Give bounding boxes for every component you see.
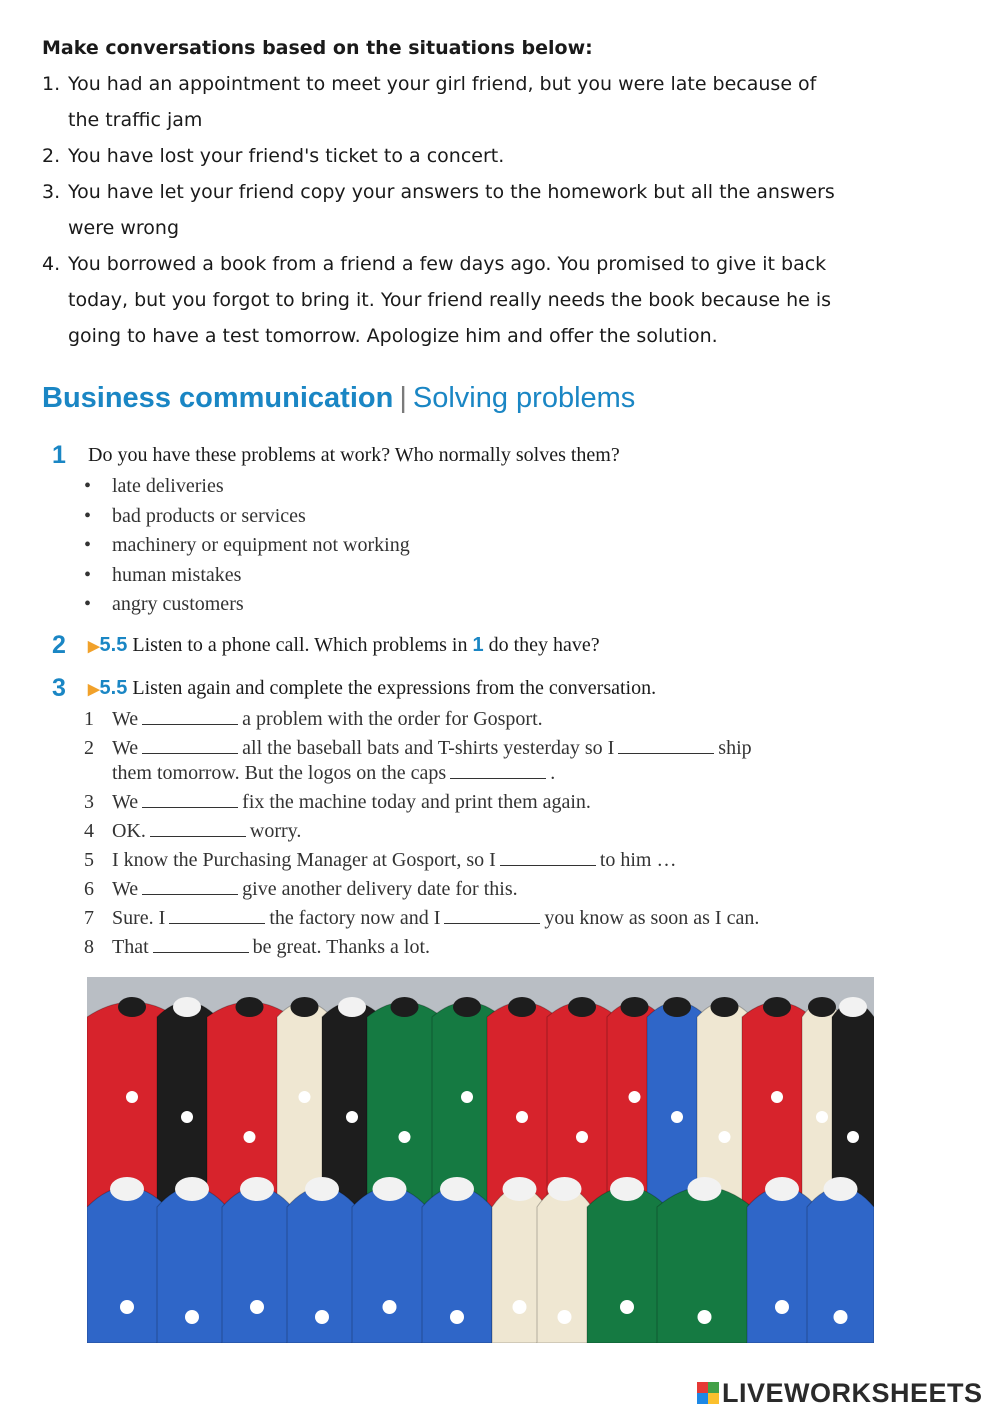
cap-button — [839, 997, 867, 1017]
answer-blank[interactable] — [142, 789, 238, 808]
play-icon[interactable]: ▶ — [88, 638, 100, 655]
sentence-5: 5 I know the Purchasing Manager at Gosport, so I to him … — [84, 849, 677, 871]
exercise-number: 1 — [52, 441, 66, 469]
section-title-sub: Solving problems — [412, 382, 636, 414]
exercise-question-end: do they have? — [488, 634, 600, 656]
bullet-icon: • — [84, 534, 92, 556]
problem-list — [84, 472, 410, 620]
section-title-main: Business communication — [42, 382, 394, 414]
cap-button — [305, 1177, 339, 1201]
cap-button — [291, 997, 319, 1017]
exercise-question: Do you have these problems at work? Who normally solves them? — [88, 444, 620, 466]
answer-blank[interactable] — [153, 934, 249, 953]
logo-mark-icon — [697, 1382, 719, 1404]
cap-button — [118, 997, 146, 1017]
caps-illustration — [87, 977, 874, 1343]
bullet-icon: • — [84, 475, 92, 497]
answer-blank[interactable] — [150, 818, 246, 837]
cap-button — [453, 997, 481, 1017]
cap-bottom-5 — [352, 1187, 427, 1343]
cap-button — [503, 1177, 537, 1201]
cap-button — [110, 1177, 144, 1201]
play-icon[interactable]: ▶ — [88, 681, 100, 698]
instructions — [42, 30, 942, 354]
situation-line: the traffic jam — [68, 109, 203, 131]
cap-eyelet — [816, 1111, 828, 1123]
cap-button — [610, 1177, 644, 1201]
situation-4 — [42, 246, 942, 354]
cap-eyelet — [576, 1131, 588, 1143]
cap-eyelet — [181, 1111, 193, 1123]
section-title-separator: | — [399, 382, 407, 414]
cap-button — [440, 1177, 474, 1201]
cap-button — [763, 997, 791, 1017]
cap-bottom-1 — [87, 1187, 167, 1343]
list-item: • machinery or equipment not working — [84, 531, 410, 561]
sentence-1: 1 We a problem with the order for Gosport. — [84, 708, 543, 730]
cap-eyelet — [383, 1300, 397, 1314]
bullet-icon: • — [84, 504, 92, 527]
cap-button — [173, 997, 201, 1017]
cap-eyelet — [671, 1111, 683, 1123]
caps-photo — [87, 977, 874, 1343]
cap-eyelet — [513, 1300, 527, 1314]
cap-bottom-3 — [222, 1187, 292, 1343]
situation-line: You borrowed a book from a friend a few days ago. You promised to give it back — [68, 253, 827, 275]
cap-eyelet — [698, 1310, 712, 1324]
situation-3 — [42, 174, 942, 246]
exercise-question: Listen again and complete the expressions from the conversation. — [132, 677, 657, 699]
exercise-question: Listen to a phone call. Which problems in — [132, 634, 468, 656]
cap-eyelet — [719, 1131, 731, 1143]
cap-eyelet — [315, 1310, 329, 1324]
cap-bottom-9 — [587, 1187, 667, 1343]
cap-eyelet — [250, 1300, 264, 1314]
cap-eyelet — [558, 1310, 572, 1324]
cap-button — [621, 997, 649, 1017]
list-item: • bad products or services — [84, 502, 410, 532]
cap-eyelet — [771, 1091, 783, 1103]
cap-button — [236, 997, 264, 1017]
cap-button — [548, 1177, 582, 1201]
cap-button — [663, 997, 691, 1017]
list-item: • angry customers — [84, 590, 410, 620]
situation-line: going to have a test tomorrow. Apologize him and offer the solution. — [68, 325, 718, 347]
cap-eyelet — [516, 1111, 528, 1123]
sentence-2: 2 We all the baseball bats and T-shirts yesterday so I ship — [84, 737, 752, 759]
answer-blank[interactable] — [142, 876, 238, 895]
answer-blank[interactable] — [169, 905, 265, 924]
cap-eyelet — [834, 1310, 848, 1324]
cap-button — [391, 997, 419, 1017]
situation-number: 2. — [42, 145, 61, 167]
cap-eyelet — [120, 1300, 134, 1314]
answer-blank[interactable] — [618, 735, 714, 754]
cap-eyelet — [299, 1091, 311, 1103]
sentence-7: 7 Sure. I the factory now and I you know as soon as I can. — [84, 907, 760, 929]
cap-eyelet — [620, 1300, 634, 1314]
audio-track[interactable]: ▶5.5 — [88, 677, 128, 699]
sentence-8: 8 That be great. Thanks a lot. — [84, 936, 431, 958]
list-item: • late deliveries — [84, 472, 410, 502]
cap-button — [338, 997, 366, 1017]
sentence-list — [84, 705, 759, 962]
situation-1 — [42, 66, 942, 138]
answer-blank[interactable] — [142, 706, 238, 725]
answer-blank[interactable] — [500, 847, 596, 866]
cap-eyelet — [461, 1091, 473, 1103]
sentence-2-continued: them tomorrow. But the logos on the caps . — [112, 762, 556, 784]
cap-button — [824, 1177, 858, 1201]
cap-eyelet — [244, 1131, 256, 1143]
list-item: • human mistakes — [84, 561, 410, 591]
situation-number: 4. — [42, 253, 61, 275]
sentence-4: 4 OK. worry. — [84, 820, 302, 842]
cap-eyelet — [775, 1300, 789, 1314]
section-title — [42, 382, 635, 415]
audio-track[interactable]: ▶5.5 — [88, 634, 128, 656]
cap-button — [711, 997, 739, 1017]
situation-line: today, but you forgot to bring it. Your friend really needs the book because he is — [68, 289, 832, 311]
exercise-reference: 1 — [472, 634, 484, 656]
exercise-number: 2 — [52, 631, 66, 659]
situation-line: You have lost your friend's ticket to a concert. — [68, 145, 505, 167]
cap-eyelet — [399, 1131, 411, 1143]
liveworksheets-logo — [697, 1376, 983, 1410]
situation-number: 3. — [42, 181, 61, 203]
cap-eyelet — [126, 1091, 138, 1103]
cap-button — [508, 997, 536, 1017]
cap-button — [175, 1177, 209, 1201]
situation-line: You had an appointment to meet your girl friend, but you were late because of — [68, 73, 817, 95]
situation-2 — [42, 138, 942, 174]
situation-line: You have let your friend copy your answers to the homework but all the answers — [68, 181, 835, 203]
answer-blank[interactable] — [444, 905, 540, 924]
instructions-heading: Make conversations based on the situations below: — [42, 37, 593, 59]
bullet-icon: • — [84, 593, 92, 615]
cap-button — [688, 1177, 722, 1201]
cap-eyelet — [346, 1111, 358, 1123]
sentence-6: 6 We give another delivery date for this. — [84, 878, 518, 900]
cap-button — [568, 997, 596, 1017]
answer-blank[interactable] — [142, 735, 238, 754]
answer-blank[interactable] — [450, 760, 546, 779]
exercise-number: 3 — [52, 674, 66, 702]
situation-line: were wrong — [68, 217, 180, 239]
cap-button — [765, 1177, 799, 1201]
logo-text: LIVEWORKSHEETS — [722, 1377, 983, 1408]
cap-button — [373, 1177, 407, 1201]
cap-eyelet — [629, 1091, 641, 1103]
sentence-3: 3 We fix the machine today and print them again. — [84, 791, 591, 813]
cap-button — [808, 997, 836, 1017]
cap-eyelet — [185, 1310, 199, 1324]
cap-eyelet — [847, 1131, 859, 1143]
cap-eyelet — [450, 1310, 464, 1324]
bullet-icon: • — [84, 563, 92, 586]
situation-number: 1. — [42, 73, 61, 95]
cap-button — [240, 1177, 274, 1201]
